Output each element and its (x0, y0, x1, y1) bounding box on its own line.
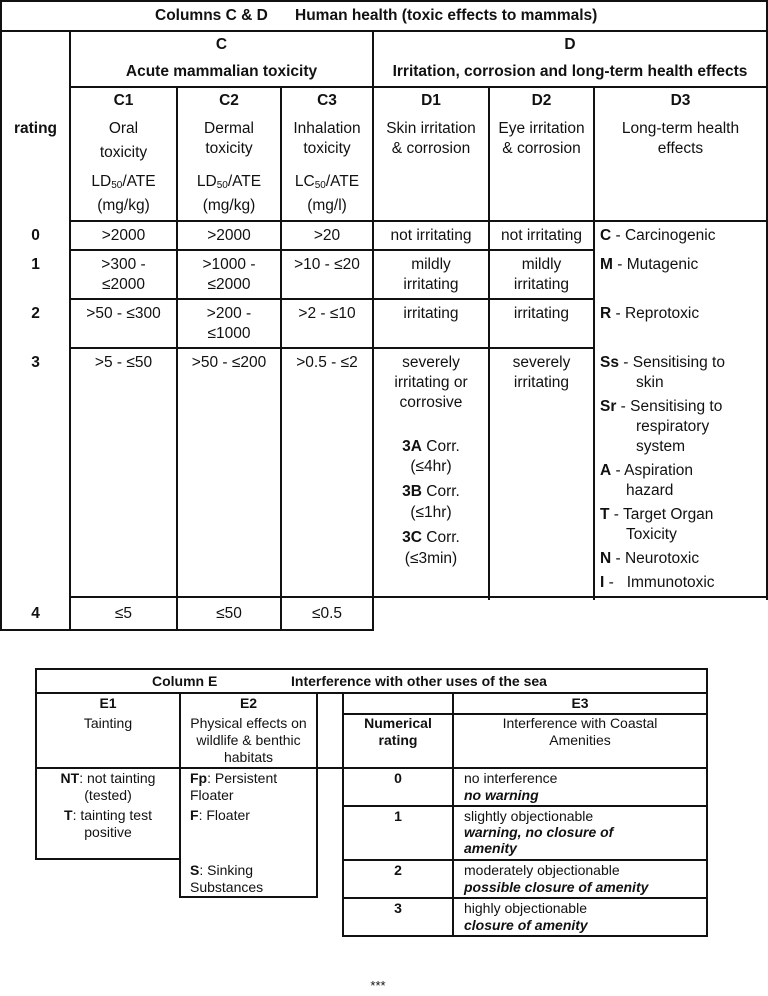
e1-tainting-positive-2: positive (84, 824, 132, 840)
e1-not-tainting: NT: not tainting (60, 770, 156, 786)
e3-row-1-warning: warning, no closure of (464, 824, 614, 840)
c3-unit: $LC_{50}$/ATE (294, 173, 360, 191)
d3-item-reprotoxic: R - Reprotoxic (600, 305, 700, 322)
table-cell: mildly (521, 256, 562, 273)
rating-1: 1 (31, 256, 40, 273)
e3-numerical-rating-2: rating (378, 732, 418, 748)
e2-floater: F: Floater (190, 807, 250, 823)
d1-name: Skin irritation (386, 120, 476, 137)
e1-code: E1 (99, 695, 117, 711)
d3-item-aspiration-2: hazard (626, 482, 674, 499)
e3-numerical-rating: Numerical (364, 715, 432, 731)
table-cell: irritating (403, 276, 459, 293)
group-c-letter: C (215, 36, 228, 53)
table-cell: >50 - ≤200 (191, 354, 267, 371)
rating-4: 4 (31, 605, 40, 622)
e3-row-0-warning: no warning (464, 787, 539, 803)
table-cell: >2000 (101, 227, 146, 244)
e3-row-3-text: highly objectionable (464, 900, 587, 916)
table-cell: >2 - ≤10 (298, 305, 356, 322)
e3-row-1-warning-2: amenity (464, 840, 517, 856)
d2-code: D2 (531, 92, 552, 109)
group-d-letter: D (564, 36, 576, 53)
table-cell: >2000 (207, 227, 251, 244)
table-cell: >5 - ≤50 (94, 354, 153, 371)
table-cell: severely (402, 354, 460, 371)
d3-item-carcinogenic: C - Carcinogenic (600, 227, 716, 244)
table-cd-title-cols: Columns C & D (155, 7, 268, 24)
e2-persistent-floater: Fp: Persistent (190, 770, 278, 786)
table-cell: ≤0.5 (311, 605, 343, 622)
c2-name: Dermal (204, 120, 254, 137)
table-cell: >10 - ≤20 (294, 256, 360, 273)
e2-code: E2 (239, 695, 258, 711)
table-cell: irritating (513, 276, 570, 293)
d3-item-neurotoxic: N - Neurotoxic (600, 550, 700, 567)
e2-sinking-2: Substances (190, 879, 264, 895)
d3-item-immunotoxic: I - Immunotoxic (600, 574, 715, 591)
d2-name: Eye irritation (498, 120, 585, 137)
d3-code: D3 (670, 92, 691, 109)
c3-name2: toxicity (303, 140, 351, 157)
table-cell: mildly (411, 256, 451, 273)
table-e-title-text: Interference with other uses of the sea (291, 673, 547, 689)
table-cell: ≤1000 (207, 325, 251, 342)
e3-rating-2: 2 (394, 862, 402, 878)
rating-0: 0 (31, 227, 40, 244)
d3-item-aspiration: A - Aspiration (600, 462, 694, 479)
corrosion-3b-time: (≤1hr) (410, 504, 452, 521)
rating-2: 2 (31, 305, 40, 322)
d3-item-sensitising-respiratory-3: system (636, 438, 686, 455)
table-cell: irritating (513, 374, 570, 391)
d3-item-mutagenic: M - Mutagenic (600, 256, 699, 273)
e3-rating-3: 3 (394, 900, 402, 916)
table-cell: >1000 - (202, 256, 256, 273)
table-e-title-cols: Column E (152, 673, 218, 689)
table-cell: ≤2000 (102, 276, 145, 293)
e1-not-tainting-2: (tested) (84, 787, 132, 803)
table-cell: irritating (403, 305, 459, 322)
e3-row-3-warning: closure of amenity (464, 917, 588, 933)
d3-item-sensitising-skin: Ss - Sensitising to (600, 354, 725, 371)
e2-persistent-floater-2: Floater (190, 787, 234, 803)
c1-name: Oral (108, 120, 139, 137)
e1-tainting-positive: T: tainting test (64, 807, 152, 823)
corrosion-3a: 3A Corr. (402, 438, 460, 455)
c3-unit2: (mg/l) (307, 197, 347, 214)
e3-rating-1: 1 (394, 808, 402, 824)
table-cell: ≤2000 (207, 276, 251, 293)
c1-name2: toxicity (99, 144, 148, 161)
corrosion-3c: 3C Corr. (402, 529, 460, 546)
table-cell: irritating or (394, 374, 468, 391)
c2-code: C2 (219, 92, 239, 109)
c3-name: Inhalation (293, 120, 361, 137)
e3-row-2-warning: possible closure of amenity (464, 879, 649, 895)
e2-name: Physical effects on (190, 715, 307, 731)
table-cell: not irritating (501, 227, 582, 244)
table-cell: corrosive (399, 394, 463, 411)
d1-code: D1 (421, 92, 441, 109)
table-cell: >50 - ≤300 (86, 305, 161, 322)
table-cell: >200 - (206, 305, 252, 322)
table-cd-title-text: Human health (toxic effects to mammals) (295, 7, 598, 24)
d3-name: Long-term health (621, 120, 740, 137)
e1-name: Tainting (83, 715, 133, 731)
c2-unit2: (mg/kg) (202, 197, 256, 214)
corrosion-3b: 3B Corr. (402, 483, 460, 500)
corrosion-3c-time: (≤3min) (404, 550, 458, 567)
group-d-title: Irritation, corrosion and long-term health effects (392, 63, 748, 80)
c3-code: C3 (317, 92, 337, 109)
table-cell: ≤5 (114, 605, 133, 622)
e3-title-2: Amenities (549, 732, 611, 748)
corrosion-3a-time: (≤4hr) (410, 458, 452, 475)
c1-unit: $LD_{50}$/ATE (91, 173, 156, 191)
d3-item-target-organ-2: Toxicity (626, 526, 677, 543)
e2-sinking: S: Sinking (190, 862, 254, 878)
d3-item-sensitising-respiratory: Sr - Sensitising to (600, 398, 723, 415)
table-cell: >300 - (101, 256, 146, 273)
d3-item-sensitising-respiratory-2: respiratory (636, 418, 710, 435)
e3-title: Interference with Coastal (502, 715, 658, 731)
table-cell: >20 (313, 227, 341, 244)
rating-label: rating (13, 120, 58, 137)
table-cell: ≤50 (216, 605, 242, 622)
c2-name2: toxicity (205, 140, 253, 157)
table-cell: not irritating (390, 227, 472, 244)
e3-row-1-text: slightly objectionable (464, 808, 594, 824)
c1-unit2: (mg/kg) (97, 197, 150, 214)
d2-name2: & corrosion (502, 140, 581, 157)
e2-name3: habitats (223, 749, 274, 765)
table-cell: irritating (513, 305, 570, 322)
e2-name2: wildlife & benthic (196, 732, 301, 748)
e3-row-2-text: moderately objectionable (464, 862, 620, 878)
group-c-title: Acute mammalian toxicity (125, 63, 318, 80)
d1-name2: & corrosion (391, 140, 471, 157)
d3-item-target-organ: T - Target Organ (600, 506, 714, 523)
footer-stars: *** (370, 978, 386, 993)
d3-name2: effects (657, 140, 704, 157)
e3-code: E3 (571, 695, 589, 711)
c2-unit: $LD_{50}$/ATE (196, 173, 262, 191)
e3-rating-0: 0 (394, 770, 402, 786)
e3-row-0-text: no interference (464, 770, 558, 786)
d3-item-sensitising-skin-2: skin (636, 374, 664, 391)
c1-code: C1 (113, 92, 134, 109)
table-cell: >0.5 - ≤2 (296, 354, 358, 371)
table-cell: severely (512, 354, 571, 371)
rating-3: 3 (31, 354, 40, 371)
